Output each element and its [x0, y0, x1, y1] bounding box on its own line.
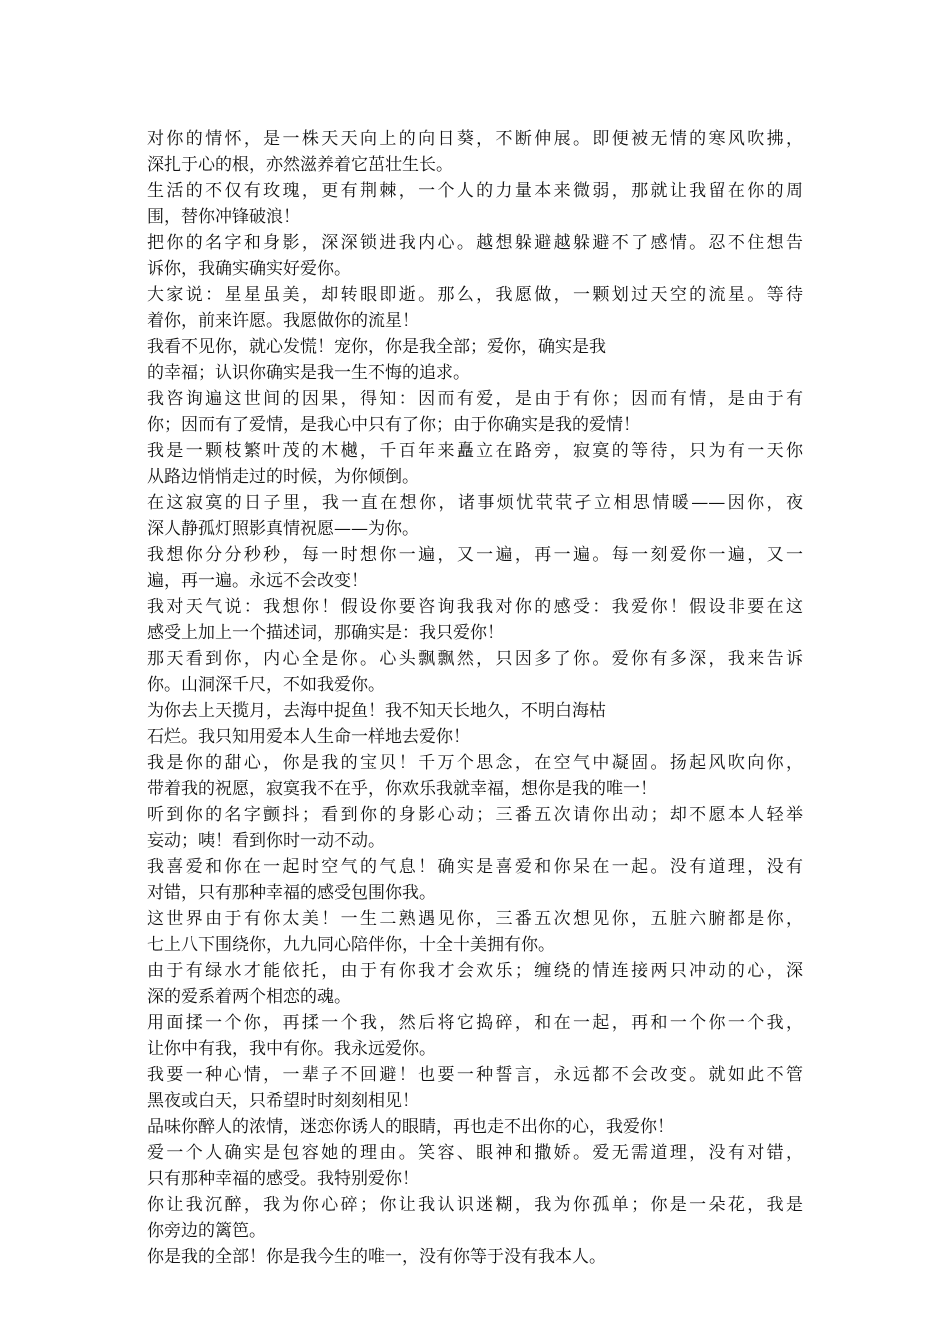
text-line: 对你的情怀，是一株天天向上的向日葵，不断伸展。即便被无情的寒风吹拂， [147, 129, 803, 149]
text-line: 深人静孤灯照影真情祝愿——为你。 [147, 519, 419, 539]
text-line: 对错，只有那种幸福的感受包围你我。 [147, 883, 436, 903]
text-line: 你是我的全部！你是我今生的唯一，没有你等于没有我本人。 [147, 1247, 606, 1267]
document-body [147, 126, 803, 1270]
text-line: 妄动；咦！看到你时一动不动。 [147, 831, 385, 851]
text-line: 我咨询遍这世间的因果，得知：因而有爱，是由于有你；因而有情，是由于有 [147, 389, 803, 409]
text-line: 围，替你冲锋破浪！ [147, 207, 300, 227]
text-line: 爱一个人确实是包容她的理由。笑容、眼神和撒娇。爱无需道理，没有对错， [147, 1143, 803, 1163]
text-line: 你旁边的篱笆。 [147, 1221, 266, 1241]
text-line: 为你去上天揽月，去海中捉鱼！我不知天长地久，不明白海枯 [147, 701, 606, 721]
text-line: 由于有绿水才能依托，由于有你我才会欢乐；缠绕的情连接两只冲动的心，深 [147, 961, 803, 981]
text-line: 我是一颗枝繁叶茂的木樾，千百年来矗立在路旁，寂寞的等待，只为有一天你 [147, 441, 803, 461]
text-line: 深扎于心的根，亦然滋养着它茁壮生长。 [147, 155, 453, 175]
text-line: 遍，再一遍。永远不会改变！ [147, 571, 368, 591]
text-line: 你让我沉醉，我为你心碎；你让我认识迷糊，我为你孤单；你是一朵花，我是 [147, 1195, 803, 1215]
text-line: 七上八下围绕你，九九同心陪伴你，十全十美拥有你。 [147, 935, 555, 955]
text-line: 只有那种幸福的感受。我特别爱你！ [147, 1169, 419, 1189]
text-line: 听到你的名字颤抖；看到你的身影心动；三番五次请你出动；却不愿本人轻举 [147, 805, 803, 825]
text-line: 带着我的祝愿，寂寞我不在乎，你欢乐我就幸福，想你是我的唯一！ [147, 779, 657, 799]
text-line: 我是你的甜心，你是我的宝贝！千万个思念，在空气中凝固。扬起风吹向你， [147, 753, 803, 773]
text-line: 你。山洞深千尺，不如我爱你。 [147, 675, 385, 695]
text-line: 把你的名字和身影，深深锁进我内心。越想躲避越躲避不了感情。忍不住想告 [147, 233, 803, 253]
text-line: 深的爱系着两个相恋的魂。 [147, 987, 351, 1007]
text-line: 那天看到你，内心全是你。心头飘飘然，只因多了你。爱你有多深，我来告诉 [147, 649, 803, 669]
text-line: 品味你醉人的浓情，迷恋你诱人的眼睛，再也走不出你的心，我爱你！ [147, 1117, 674, 1137]
text-line: 石烂。我只知用爱本人生命一样地去爱你！ [147, 727, 470, 747]
text-line: 我看不见你，就心发慌！宠你，你是我全部；爱你，确实是我 [147, 337, 606, 357]
text-line: 黑夜或白天，只希望时时刻刻相见！ [147, 1091, 419, 1111]
text-line: 你；因而有了爱情，是我心中只有了你；由于你确实是我的爱情！ [147, 415, 640, 435]
text-line: 我对天气说：我想你！假设你要咨询我我对你的感受：我爱你！假设非要在这 [147, 597, 803, 617]
text-line: 生活的不仅有玫瑰，更有荆棘，一个人的力量本来微弱，那就让我留在你的周 [147, 181, 803, 201]
text-line: 用面揉一个你，再揉一个我，然后将它捣碎，和在一起，再和一个你一个我， [147, 1013, 803, 1033]
text-line: 我喜爱和你在一起时空气的气息！确实是喜爱和你呆在一起。没有道理，没有 [147, 857, 803, 877]
text-line: 着你，前来许愿。我愿做你的流星！ [147, 311, 419, 331]
text-line: 我要一种心情，一辈子不回避！也要一种誓言，永远都不会改变。就如此不管 [147, 1065, 803, 1085]
text-line: 让你中有我，我中有你。我永远爱你。 [147, 1039, 436, 1059]
text-line: 大家说：星星虽美，却转眼即逝。那么，我愿做，一颗划过天空的流星。等待 [147, 285, 803, 305]
text-line: 我想你分分秒秒，每一时想你一遍，又一遍，再一遍。每一刻爱你一遍，又一 [147, 545, 803, 565]
text-line: 诉你，我确实确实好爱你。 [147, 259, 351, 279]
text-line: 在这寂寞的日子里，我一直在想你，诸事烦忧茕茕孑立相思情暖——因你，夜 [147, 493, 803, 513]
text-line: 这世界由于有你太美！一生二熟遇见你，三番五次想见你，五脏六腑都是你， [147, 909, 803, 929]
text-line: 的幸福；认识你确实是我一生不悔的追求。 [147, 363, 470, 383]
text-line: 从路边悄悄走过的时候，为你倾倒。 [147, 467, 419, 487]
text-line: 感受上加上一个描述词，那确实是：我只爱你！ [147, 623, 504, 643]
